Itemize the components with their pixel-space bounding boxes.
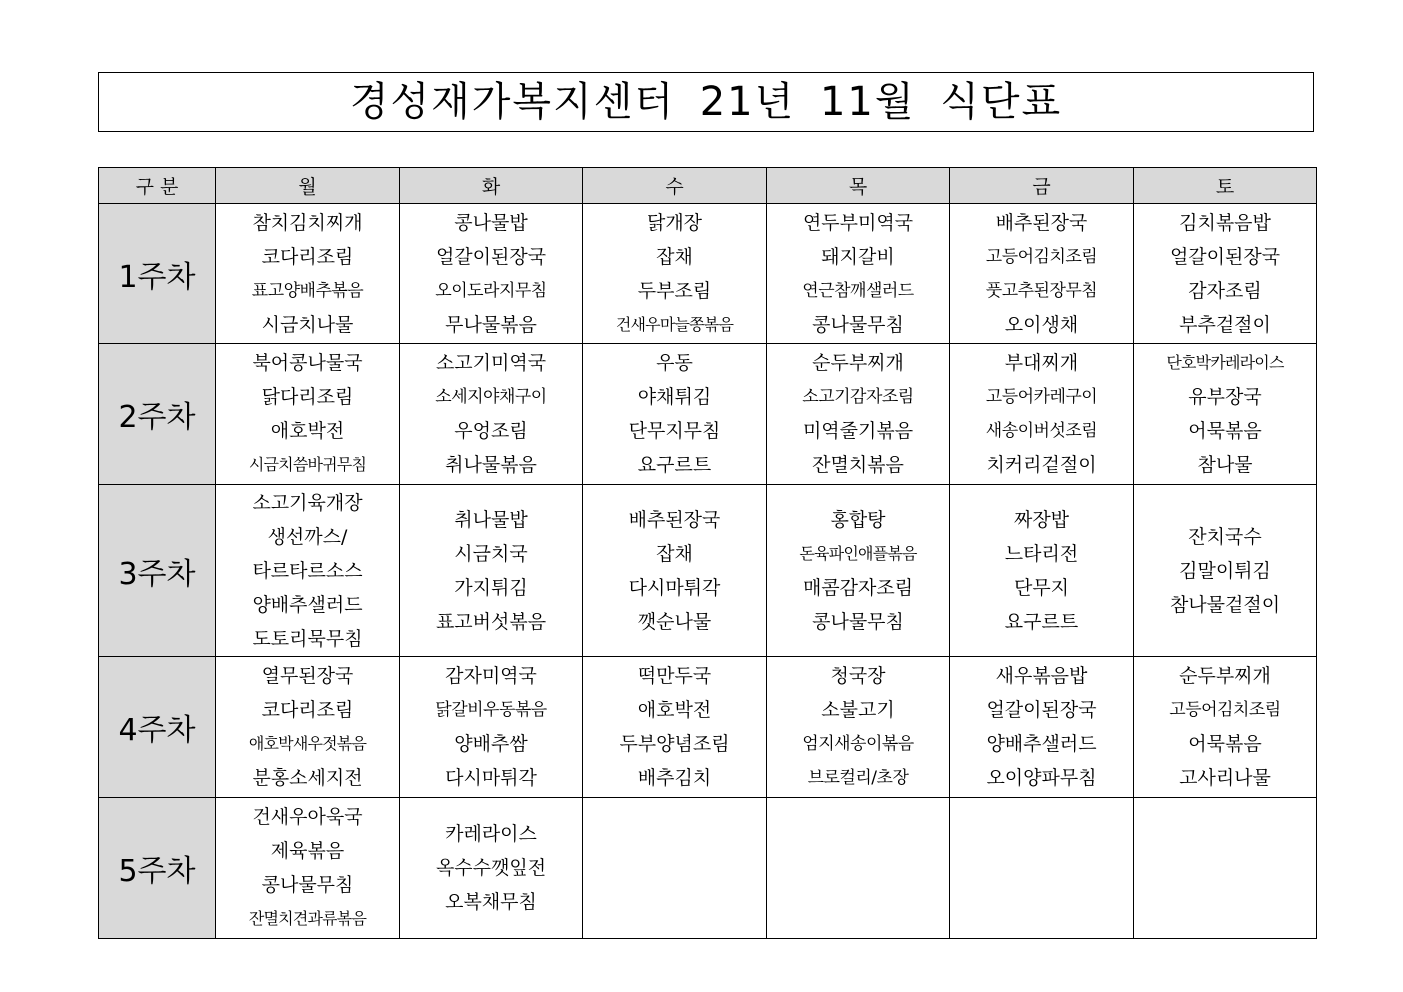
menu-item: 잔치국수 bbox=[1188, 525, 1262, 548]
menu-item: 연두부미역국 bbox=[802, 211, 914, 234]
menu-item: 소고기감자조림 bbox=[802, 387, 914, 407]
menu-item: 배추된장국 bbox=[995, 211, 1088, 234]
menu-item: 청국장 bbox=[830, 665, 886, 687]
menu-item: 시금치국 bbox=[454, 542, 528, 565]
menu-item: 얼갈이된장국 bbox=[435, 245, 547, 268]
menu-item: 새송이버섯조림 bbox=[985, 421, 1098, 441]
menu-cell-tue bbox=[400, 657, 583, 798]
header-day-mon: 월 bbox=[216, 168, 400, 204]
menu-item: 고등어김치조림 bbox=[1169, 700, 1281, 720]
menu-item: 어묵볶음 bbox=[1188, 420, 1262, 442]
menu-item: 얼갈이된장국 bbox=[1169, 245, 1281, 268]
menu-item: 깻순나물 bbox=[637, 610, 712, 633]
menu-cell-sat bbox=[1134, 798, 1317, 939]
menu-item-list bbox=[400, 503, 582, 639]
menu-item: 오복채무침 bbox=[445, 891, 537, 913]
menu-item-list bbox=[950, 503, 1133, 639]
menu-item: 표고양배추볶음 bbox=[251, 280, 364, 301]
menu-cell-sat bbox=[1134, 344, 1317, 485]
menu-cell-sat bbox=[1134, 485, 1317, 657]
menu-item: 북어콩나물국 bbox=[252, 352, 363, 374]
menu-item: 소불고기 bbox=[821, 699, 895, 721]
menu-cell-sat bbox=[1134, 657, 1317, 798]
menu-item: 콩나물무침 bbox=[812, 610, 904, 633]
header-day-fri: 금 bbox=[950, 168, 1134, 204]
menu-item-list bbox=[216, 206, 399, 342]
header-day-thu: 목 bbox=[767, 168, 950, 204]
week-label: 5주차 bbox=[99, 798, 216, 939]
menu-item: 홍합탕 bbox=[830, 508, 886, 531]
menu-item: 김치볶음밥 bbox=[1179, 211, 1271, 234]
page-title: 경성재가복지센터 21년 11월 식단표 bbox=[349, 79, 1063, 125]
menu-cell-tue bbox=[400, 344, 583, 485]
menu-item-list bbox=[767, 206, 949, 342]
menu-item: 짜장밥 bbox=[1013, 508, 1070, 531]
menu-item: 요구르트 bbox=[1004, 610, 1079, 633]
menu-item: 다시마튀각 bbox=[628, 576, 721, 599]
menu-item: 시금치씀바귀무침 bbox=[248, 455, 367, 474]
menu-item: 소세지야채구이 bbox=[435, 387, 547, 407]
menu-item-list bbox=[216, 486, 399, 656]
menu-item: 건새우마늘쫑볶음 bbox=[615, 314, 734, 334]
menu-item-list bbox=[1134, 206, 1316, 342]
week-label: 1주차 bbox=[99, 204, 216, 344]
menu-cell-thu bbox=[767, 344, 950, 485]
menu-item-list bbox=[583, 346, 766, 482]
menu-cell-tue bbox=[400, 798, 583, 939]
menu-item: 어묵볶음 bbox=[1188, 733, 1262, 755]
menu-item: 무나물볶음 bbox=[445, 313, 537, 336]
menu-cell-wed bbox=[583, 344, 767, 485]
menu-cell-wed bbox=[583, 798, 767, 939]
menu-item: 표고버섯볶음 bbox=[435, 610, 547, 633]
menu-cell-fri bbox=[950, 485, 1134, 657]
menu-item: 참치김치찌개 bbox=[252, 211, 363, 234]
menu-item: 열무된장국 bbox=[261, 665, 354, 687]
week-label: 4주차 bbox=[99, 657, 216, 798]
menu-item: 잡채 bbox=[656, 542, 693, 565]
week-row bbox=[99, 657, 1317, 798]
menu-table bbox=[98, 167, 1317, 939]
menu-item-list bbox=[216, 659, 399, 795]
menu-item: 얼갈이된장국 bbox=[986, 699, 1097, 721]
menu-item: 느타리전 bbox=[1004, 542, 1079, 565]
menu-item: 옥수수깻잎전 bbox=[435, 857, 547, 879]
menu-item: 오이도라지무침 bbox=[435, 280, 547, 301]
menu-item-list bbox=[950, 206, 1133, 342]
menu-item: 카레라이스 bbox=[445, 823, 537, 845]
menu-cell-mon bbox=[216, 204, 400, 344]
week-row bbox=[99, 485, 1317, 657]
menu-item-list bbox=[216, 346, 399, 482]
menu-item: 미역줄기볶음 bbox=[802, 420, 914, 442]
menu-item: 소고기미역국 bbox=[435, 352, 547, 374]
menu-item: 고등어카레구이 bbox=[985, 387, 1098, 407]
menu-item-list bbox=[583, 206, 766, 342]
menu-cell-fri bbox=[950, 798, 1134, 939]
menu-item: 요구르트 bbox=[637, 454, 712, 476]
menu-item: 단무지 bbox=[1013, 576, 1070, 599]
menu-cell-thu bbox=[767, 485, 950, 657]
menu-item-list bbox=[216, 800, 399, 936]
menu-item-list bbox=[1134, 346, 1316, 482]
header-row bbox=[99, 168, 1317, 204]
menu-item: 양배추쌈 bbox=[454, 733, 528, 755]
menu-item: 연근참깨샐러드 bbox=[802, 280, 914, 301]
menu-item: 유부장국 bbox=[1188, 386, 1262, 408]
menu-item: 단무지무침 bbox=[628, 420, 721, 442]
menu-item: 순두부찌개 bbox=[812, 352, 904, 374]
menu-item: 배추된장국 bbox=[628, 508, 721, 531]
menu-cell-wed bbox=[583, 485, 767, 657]
menu-body bbox=[99, 204, 1317, 939]
menu-cell-mon bbox=[216, 344, 400, 485]
menu-item: 닭개장 bbox=[646, 211, 703, 234]
week-row bbox=[99, 204, 1317, 344]
menu-item: 다시마튀각 bbox=[445, 767, 537, 789]
menu-item: 김말이튀김 bbox=[1179, 559, 1271, 582]
week-label: 2주차 bbox=[99, 344, 216, 485]
menu-cell-mon bbox=[216, 657, 400, 798]
menu-item: 코다리조림 bbox=[261, 245, 354, 268]
menu-item: 매콤감자조림 bbox=[802, 576, 914, 599]
menu-cell-fri bbox=[950, 657, 1134, 798]
menu-cell-tue bbox=[400, 204, 583, 344]
menu-item-list bbox=[400, 659, 582, 795]
week-row bbox=[99, 344, 1317, 485]
menu-item-list bbox=[400, 206, 582, 342]
menu-item: 두부양념조림 bbox=[619, 733, 730, 755]
menu-item: 콩나물밥 bbox=[454, 211, 528, 234]
menu-item: 도토리묵무침 bbox=[252, 627, 363, 650]
menu-item: 건새우아욱국 bbox=[252, 806, 363, 828]
menu-item: 떡만두국 bbox=[637, 665, 712, 687]
menu-item: 부대찌개 bbox=[1004, 352, 1079, 374]
menu-item: 단호박카레라이스 bbox=[1166, 353, 1284, 372]
menu-item: 잔멸치볶음 bbox=[812, 454, 904, 476]
menu-item: 닭다리조림 bbox=[261, 386, 354, 408]
menu-cell-sat bbox=[1134, 204, 1317, 344]
menu-item: 잡채 bbox=[656, 245, 693, 268]
menu-item: 오이생채 bbox=[1004, 313, 1079, 336]
menu-item: 야채튀김 bbox=[637, 386, 712, 408]
menu-item: 감자미역국 bbox=[445, 665, 537, 687]
week-row bbox=[99, 798, 1317, 939]
menu-item: 타르타르소스 bbox=[252, 559, 363, 582]
menu-item-list bbox=[950, 346, 1133, 482]
menu-item: 애호박새우젓볶음 bbox=[248, 734, 367, 753]
menu-item: 고등어김치조림 bbox=[985, 246, 1098, 267]
menu-item: 우엉조림 bbox=[454, 420, 528, 442]
menu-cell-wed bbox=[583, 204, 767, 344]
week-label: 3주차 bbox=[99, 485, 216, 657]
menu-cell-thu bbox=[767, 798, 950, 939]
menu-item-list bbox=[767, 503, 949, 639]
menu-item: 제육볶음 bbox=[270, 840, 345, 862]
menu-item-list bbox=[400, 346, 582, 482]
menu-item: 취나물밥 bbox=[454, 508, 528, 531]
menu-item-list bbox=[767, 659, 949, 795]
menu-item: 오이양파무침 bbox=[986, 767, 1097, 789]
menu-item: 양배추샐러드 bbox=[252, 593, 363, 616]
menu-item: 생선까스/ bbox=[267, 525, 348, 548]
menu-item: 닭갈비우동볶음 bbox=[435, 700, 547, 720]
menu-item-list bbox=[400, 817, 582, 919]
menu-item: 애호박전 bbox=[270, 420, 345, 442]
menu-item: 콩나물무침 bbox=[812, 313, 904, 336]
menu-item: 소고기육개장 bbox=[252, 491, 363, 514]
menu-item: 양배추샐러드 bbox=[986, 733, 1097, 755]
header-day-wed: 수 bbox=[583, 168, 767, 204]
menu-item: 치커리겉절이 bbox=[986, 454, 1097, 476]
menu-item: 엄지새송이볶음 bbox=[802, 734, 914, 754]
menu-item: 콩나물무침 bbox=[261, 874, 354, 896]
menu-cell-mon bbox=[216, 798, 400, 939]
menu-item: 풋고추된장무침 bbox=[985, 280, 1098, 301]
menu-item: 배추김치 bbox=[637, 767, 712, 789]
menu-item-list bbox=[583, 503, 766, 639]
menu-cell-mon bbox=[216, 485, 400, 657]
menu-item: 돼지갈비 bbox=[821, 245, 895, 268]
menu-cell-fri bbox=[950, 204, 1134, 344]
menu-cell-fri bbox=[950, 344, 1134, 485]
menu-item: 두부조림 bbox=[637, 279, 712, 302]
menu-item-list bbox=[950, 659, 1133, 795]
menu-item: 감자조림 bbox=[1188, 279, 1262, 302]
menu-item: 분홍소세지전 bbox=[252, 767, 363, 789]
header-day-sat: 토 bbox=[1134, 168, 1317, 204]
menu-item-list bbox=[583, 659, 766, 795]
menu-cell-wed bbox=[583, 657, 767, 798]
header-category: 구 분 bbox=[99, 168, 216, 204]
menu-item: 우동 bbox=[656, 352, 693, 374]
menu-cell-thu bbox=[767, 204, 950, 344]
menu-item: 참나물겉절이 bbox=[1169, 593, 1281, 616]
menu-item: 브로컬리/초장 bbox=[807, 768, 909, 788]
menu-item: 부추겉절이 bbox=[1179, 313, 1271, 336]
header-day-tue: 화 bbox=[400, 168, 583, 204]
menu-item: 취나물볶음 bbox=[445, 454, 537, 476]
menu-item: 고사리나물 bbox=[1179, 767, 1271, 789]
menu-item: 순두부찌개 bbox=[1179, 665, 1271, 687]
menu-item: 새우볶음밥 bbox=[995, 665, 1088, 687]
menu-item-list bbox=[1134, 659, 1316, 795]
title-box bbox=[98, 72, 1314, 132]
menu-item: 돈육파인애플볶음 bbox=[799, 543, 917, 563]
menu-cell-tue bbox=[400, 485, 583, 657]
menu-item-list bbox=[1134, 520, 1316, 622]
menu-item: 참나물 bbox=[1197, 454, 1253, 476]
menu-cell-thu bbox=[767, 657, 950, 798]
menu-item-list bbox=[767, 346, 949, 482]
menu-item: 시금치나물 bbox=[261, 313, 354, 336]
menu-item: 가지튀김 bbox=[454, 576, 528, 599]
menu-item: 잔멸치견과류볶음 bbox=[248, 909, 367, 928]
menu-item: 코다리조림 bbox=[261, 699, 354, 721]
menu-item: 애호박전 bbox=[637, 699, 712, 721]
